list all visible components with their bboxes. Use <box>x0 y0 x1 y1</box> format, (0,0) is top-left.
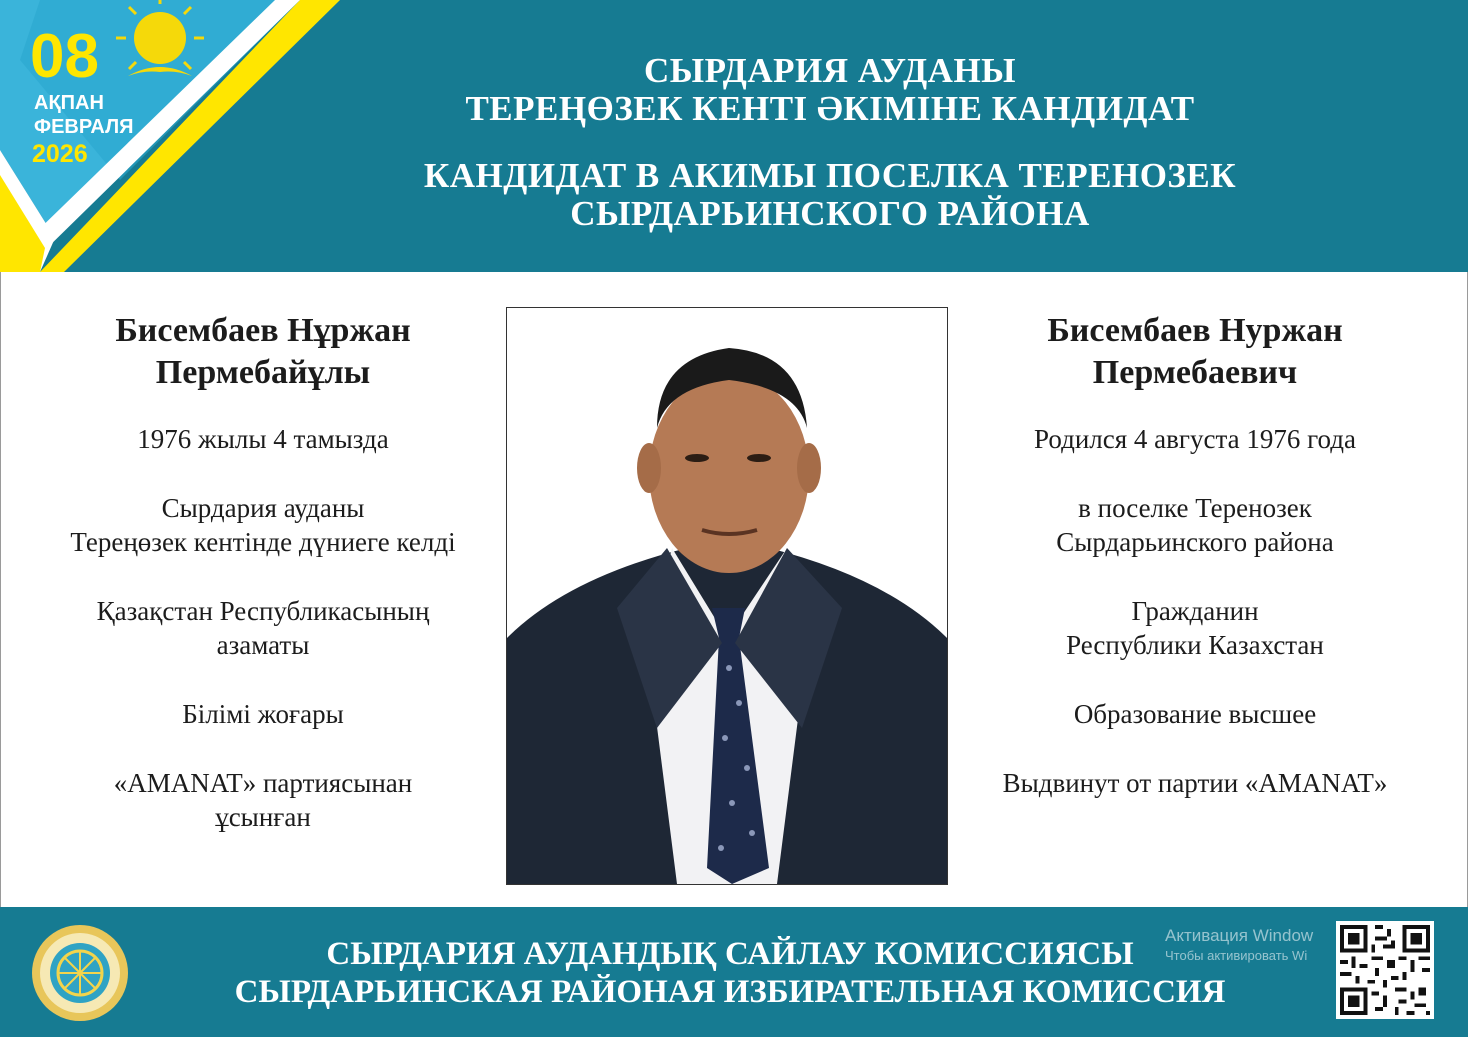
date-corner <box>0 0 340 272</box>
bio-kazakh <box>28 310 498 869</box>
header-title-kz <box>230 52 1430 128</box>
education-ru-text: Образование высшее <box>1073 699 1317 729</box>
portrait-image <box>507 308 947 884</box>
header-ru-line1: КАНДИДАТ В АКИМЫ ПОСЕЛКА ТЕРЕНОЗЕК <box>423 156 1237 195</box>
party-kz <box>28 766 498 834</box>
education-kz-text: Білімі жоғары <box>182 699 344 729</box>
candidate-photo <box>506 307 948 885</box>
party-ru <box>960 766 1430 800</box>
date-month-ru: ФЕВРАЛЯ <box>34 116 134 138</box>
place-ru-line1: в поселке Теренозек <box>1078 493 1312 523</box>
birth-kz <box>28 422 498 456</box>
watermark-line1: Активация Window <box>1165 926 1314 945</box>
birth-ru <box>960 422 1430 456</box>
name-kz-line2: Пермебайұлы <box>155 354 371 391</box>
place-kz-line2: Тереңөзек кентінде дүниеге келді <box>70 527 456 557</box>
education-kz <box>28 697 498 731</box>
citizen-ru-line1: Гражданин <box>1131 596 1259 626</box>
party-kz-line1: «AMANAT» партиясынан <box>113 768 413 798</box>
party-kz-line2: ұсынған <box>215 802 311 832</box>
election-commission-emblem-icon <box>30 923 130 1023</box>
candidate-name-ru <box>960 310 1430 394</box>
candidate-name-kz <box>28 310 498 394</box>
header-kz-line1: СЫРДАРИЯ АУДАНЫ <box>643 51 1017 90</box>
place-ru-line2: Сырдарьинского района <box>1056 527 1334 557</box>
date-day: 08 <box>30 22 99 91</box>
citizen-ru <box>960 594 1430 662</box>
place-ru <box>960 491 1430 559</box>
birth-kz-text: 1976 жылы 4 тамызда <box>137 424 389 454</box>
activation-watermark <box>1165 925 1313 965</box>
header-kz-line2: ТЕРЕҢӨЗЕК КЕНТІ ӘКІМІНЕ КАНДИДАТ <box>465 89 1195 128</box>
date-month-kz: АҚПАН <box>34 92 104 114</box>
name-ru-line2: Пермебаевич <box>1092 354 1298 391</box>
birth-ru-text: Родился 4 августа 1976 года <box>1034 424 1356 454</box>
watermark-line2: Чтобы активировать Wi <box>1165 948 1308 963</box>
name-ru-line1: Бисембаев Нуржан <box>1047 312 1343 349</box>
footer-ru: СЫРДАРЬИНСКАЯ РАЙОНАЯ ИЗБИРАТЕЛЬНАЯ КОМИССИЯ <box>234 974 1226 1010</box>
footer-title <box>160 935 1300 1011</box>
education-ru <box>960 697 1430 731</box>
place-kz <box>28 491 498 559</box>
date-year: 2026 <box>32 140 88 168</box>
footer-kz: СЫРДАРИЯ АУДАНДЫҚ САЙЛАУ КОМИССИЯСЫ <box>326 936 1134 972</box>
citizen-ru-line2: Республики Казахстан <box>1066 630 1324 660</box>
qr-code-icon <box>1336 921 1434 1019</box>
footer-band <box>0 907 1468 1037</box>
citizen-kz <box>28 594 498 662</box>
place-kz-line1: Сырдария ауданы <box>161 493 365 523</box>
header-ru-line2: СЫРДАРЬИНСКОГО РАЙОНА <box>570 194 1090 233</box>
citizen-kz-line1: Қазақстан Республикасының <box>96 596 430 626</box>
header-title-ru <box>230 157 1430 233</box>
citizen-kz-line2: азаматы <box>216 630 310 660</box>
name-kz-line1: Бисембаев Нұржан <box>115 312 411 349</box>
party-ru-text: Выдвинут от партии «AMANAT» <box>1002 768 1388 798</box>
bio-russian <box>960 310 1430 835</box>
